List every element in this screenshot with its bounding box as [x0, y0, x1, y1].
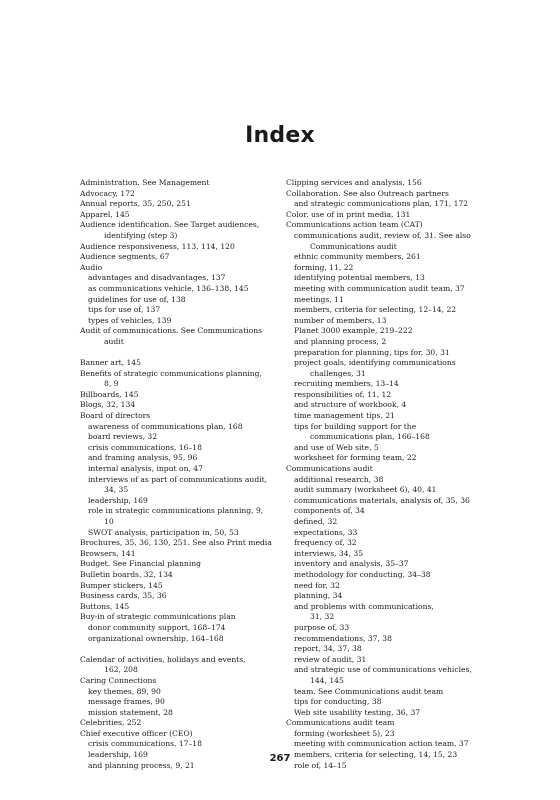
page-number: 267	[269, 753, 291, 764]
index-subentry: additional research, 38	[294, 474, 384, 484]
index-subentry: 10	[104, 517, 114, 526]
index-entry: Color, use of in print media, 131	[286, 209, 411, 219]
index-subentry: purpose of, 33	[294, 622, 350, 632]
index-subentry: recommendations, 37, 38	[294, 633, 392, 643]
index-subentry: audit	[104, 336, 124, 346]
index-entry: Celebrities, 252	[80, 718, 142, 728]
index-subentry: leadership, 169	[88, 750, 148, 760]
index-subentry: meeting with communication action team, 37	[294, 739, 469, 749]
index-entry: Buy-in of strategic communications plan	[80, 612, 236, 622]
index-entry: Buttons, 145	[80, 601, 130, 611]
index-subentry: crisis communications, 17–18	[88, 739, 202, 749]
index-subentry: worksheet for forming team, 22	[294, 453, 417, 463]
index-subentry: advantages and disadvantages, 137	[88, 273, 226, 283]
index-subentry: mission statement, 28	[88, 707, 173, 717]
index-entry: Board of directors	[80, 411, 151, 421]
index-subentry: meeting with communication audit team, 37	[294, 283, 465, 293]
index-subentry: 162, 208	[104, 665, 138, 675]
index-subentry: and strategic use of communications vehicles,	[294, 665, 472, 675]
index-spacer	[80, 644, 298, 655]
index-entry: Calendar of activities, holidays and events,	[80, 654, 246, 664]
index-subentry: members, criteria for selecting, 14, 15, 23	[294, 750, 458, 760]
index-subentry: role of, 14–15	[294, 760, 347, 770]
index-entry: Business cards, 35, 36	[80, 591, 167, 601]
index-entry: Brochures, 35, 36, 130, 251. See also Print media	[80, 538, 272, 548]
index-entry: Advocacy, 172	[80, 188, 135, 198]
index-subentry: time management tips, 21	[294, 411, 395, 421]
index-subentry: and strategic communications plan, 171, 172	[294, 199, 469, 209]
index-subentry: inventory and analysis, 35–37	[294, 559, 409, 569]
index-subentry: forming, 11, 22	[294, 262, 354, 272]
index-subentry: SWOT analysis, participation in, 50, 53	[88, 527, 239, 537]
index-subentry: and structure of workbook, 4	[294, 400, 407, 410]
index-subentry: defined, 32	[294, 517, 338, 526]
index-subentry: challenges, 31	[310, 368, 366, 378]
index-entry: Clipping services and analysis, 156	[286, 178, 422, 187]
index-entry: Audience identification. See Target audiences,	[80, 220, 260, 230]
index-entry: Administration. See Management	[80, 178, 210, 187]
index-subentry: and framing analysis, 95, 96	[88, 453, 198, 463]
index-entry: Audience responsiveness, 113, 114, 120	[80, 241, 235, 251]
index-subentry: message frames, 90	[88, 697, 165, 707]
index-entry: Caring Connections	[80, 675, 157, 685]
index-subentry: leadership, 169	[88, 495, 148, 505]
index-subentry: and use of Web site, 5	[294, 442, 379, 452]
index-entry: Communications action team (CAT)	[286, 220, 423, 230]
index-entry: Audit of communications. See Communications	[80, 326, 263, 336]
index-entry: Communications audit team	[286, 718, 395, 728]
index-subentry: report, 34, 37, 38	[294, 644, 362, 654]
index-subentry: tips for building support for the	[294, 421, 417, 431]
index-subentry: team. See Communications audit team	[294, 686, 444, 696]
index-entry: Audience segments, 67	[80, 252, 170, 262]
index-subentry: review of audit, 31	[294, 654, 367, 664]
index-entry: Banner art, 145	[80, 358, 141, 368]
index-column-right	[286, 178, 508, 771]
index-subentry: 31, 32	[310, 612, 335, 622]
index-subentry: components of, 34	[294, 506, 365, 516]
index-subentry: responsibilities of, 11, 12	[294, 389, 392, 399]
index-subentry: ethnic community members, 261	[294, 252, 421, 262]
index-subentry: communications materials, analysis of, 35, 36	[294, 495, 470, 505]
index-subentry: Web site usability testing, 36, 37	[294, 707, 421, 717]
index-subentry: members, criteria for selecting, 12–14, 22	[294, 305, 457, 315]
index-subentry: interviews of as part of communications audit,	[88, 474, 268, 484]
index-entry: Collaboration. See also Outreach partners	[286, 188, 449, 198]
index-entry: Apparel, 145	[80, 209, 130, 219]
index-subentry: awareness of communications plan, 168	[88, 421, 243, 431]
index-subentry: donor community support, 168–174	[88, 622, 226, 632]
index-entry: Annual reports, 35, 250, 251	[80, 199, 191, 209]
index-subentry: planning, 34	[294, 591, 343, 601]
index-entry: Blogs, 32, 134	[80, 400, 136, 410]
index-subentry: audit summary (worksheet 6), 40, 41	[294, 485, 437, 495]
index-subentry: key themes, 89, 90	[88, 686, 161, 696]
index-subentry: as communications vehicle, 136–138, 145	[88, 283, 249, 293]
index-subentry: recruiting members, 13–14	[294, 379, 399, 389]
index-subentry: types of vehicles, 139	[88, 315, 172, 325]
index-subentry: tips for use of, 137	[88, 305, 161, 315]
index-spacer	[80, 348, 298, 359]
index-column-left	[80, 178, 298, 771]
index-subentry: and problems with communications,	[294, 601, 434, 611]
index-subentry: identifying potential members, 13	[294, 273, 425, 283]
index-subentry: communications audit, review of, 31. See also	[294, 230, 471, 240]
index-subentry: project goals, identifying communications	[294, 358, 456, 368]
index-subentry: board reviews, 32	[88, 432, 158, 442]
page-title: Index	[245, 123, 315, 148]
index-subentry: methodology for conducting, 34–38	[294, 569, 431, 579]
index-entry: Bulletin boards, 32, 134	[80, 569, 173, 579]
index-subentry: identifying (step 3)	[104, 230, 178, 240]
index-subentry: Communications audit	[310, 241, 397, 251]
index-entry: Browsers, 141	[80, 548, 136, 558]
index-entry: Benefits of strategic communications planning,	[80, 368, 262, 378]
index-subentry: and planning process, 9, 21	[88, 760, 195, 770]
index-entry: Bumper stickers, 145	[80, 580, 163, 590]
index-subentry: organizational ownership, 164–168	[88, 633, 224, 643]
index-subentry: tips for conducting, 38	[294, 697, 382, 707]
index-entry: Audio	[80, 262, 103, 272]
index-subentry: 34, 35	[104, 485, 129, 495]
index-subentry: and planning process, 2	[294, 336, 387, 346]
index-subentry: 8, 9	[104, 379, 119, 389]
index-subentry: internal analysis, input on, 47	[88, 464, 203, 474]
index-subentry: preparation for planning, tips for, 30, 31	[294, 347, 450, 357]
index-entry: Chief executive officer (CEO)	[80, 728, 193, 738]
index-subentry: crisis communications, 16–18	[88, 442, 202, 452]
index-entry: Communications audit	[286, 464, 373, 474]
index-subentry: communications plan, 166–168	[310, 432, 430, 442]
index-subentry: 144, 145	[310, 675, 344, 685]
index-entry: Billboards, 145	[80, 389, 139, 399]
index-subentry: guidelines for use of, 138	[88, 294, 186, 304]
index-subentry: Planet 3000 example, 219–222	[294, 326, 413, 336]
index-entry: Budget. See Financial planning	[80, 559, 202, 569]
index-subentry: forming (worksheet 5), 23	[294, 728, 395, 738]
index-subentry: interviews, 34, 35	[294, 548, 364, 558]
index-subentry: meetings, 11	[294, 294, 344, 304]
index-subentry: number of members, 13	[294, 315, 387, 325]
index-subentry: expectations, 33	[294, 527, 358, 537]
index-subentry: need for, 32	[294, 580, 340, 590]
index-subentry: role in strategic communications planning, 9,	[88, 506, 264, 516]
index-subentry: frequency of, 32	[294, 538, 357, 548]
